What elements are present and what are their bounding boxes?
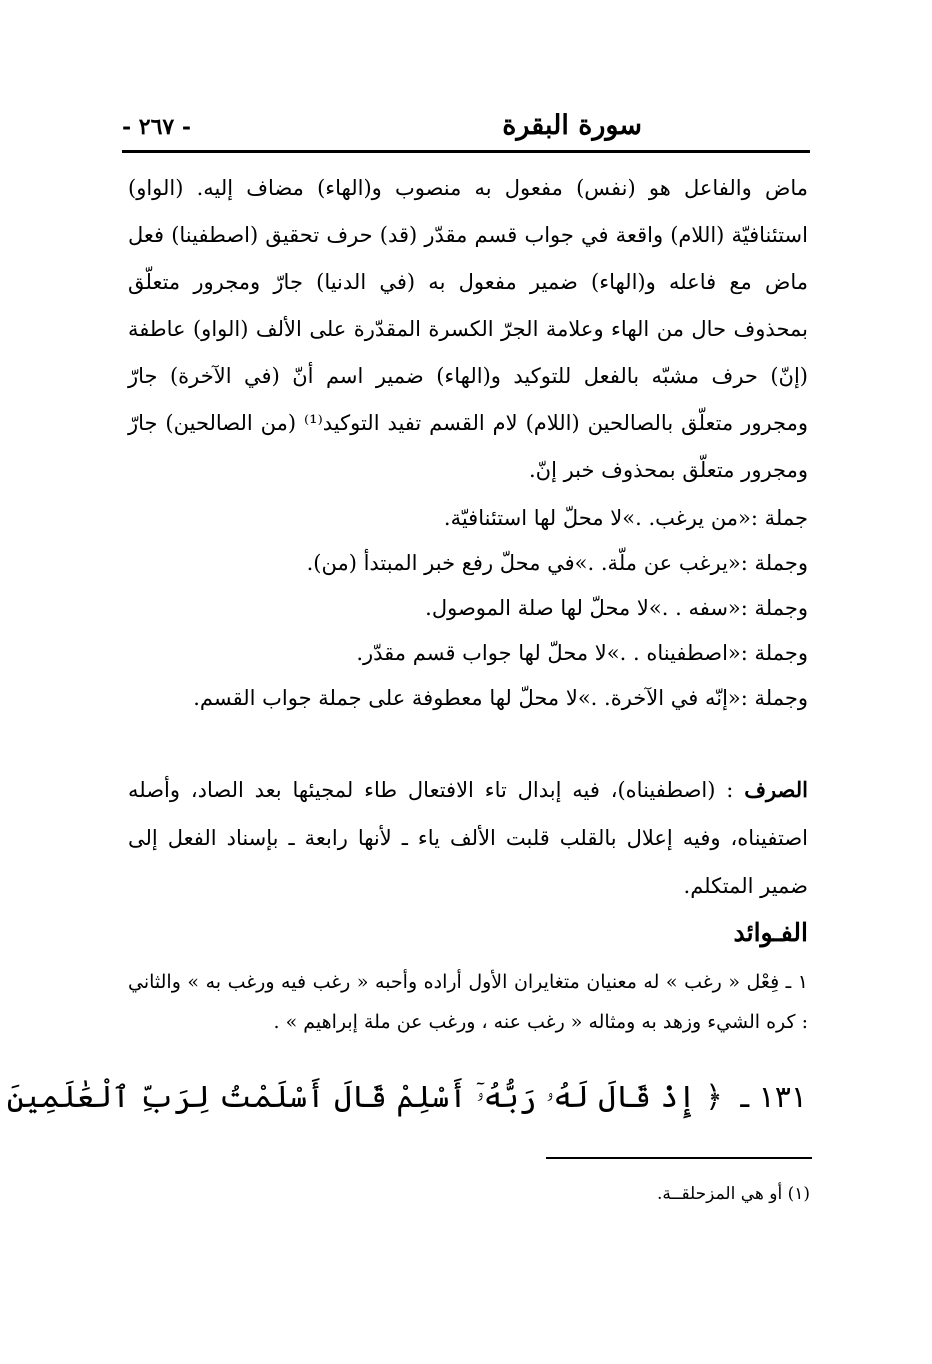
sentence-item: وجملة :«سفه . .»لا محلّ لها صلة الموصول.	[425, 596, 808, 620]
fawaid-text: ١ ـ فِعْل « رغب » له معنيان متغايران الأول أراده وأحبه « رغب فيه ورغب به » والثاني : كره الشيء وزهد به ومثاله « رغب عنه ، ورغب عن ملة إبراهيم » .	[128, 971, 808, 1033]
surah-title: سورة البقرة	[502, 110, 642, 141]
verse-number: ١٣١ ـ	[740, 1080, 807, 1115]
irab-paragraph: ماض والفاعل هو (نفس) مفعول به منصوب و(الهاء) مضاف إليه. (الواو) استئنافيّة (اللام) واقعة في جواب قسم مقدّر (قد) حرف تحقيق (اصطفينا) فعل ماض مع فاعله و(الهاء) ضمير مفعول به (في الدنيا) جارّ ومجرور متعلّق بمحذوف حال من الهاء وعلامة الجرّ الكسرة المقدّرة على الألف (الواو) عاطفة (إنّ) حرف مشبّه بالفعل للتوكيد و(الهاء) ضمير اسم أنّ (في الآخرة) جارّ ومجرور متعلّق بالصالحين (اللام) لام القسم تفيد التوكيد⁽¹⁾ (من الصالحين) جارّ ومجرور متعلّق بمحذوف خبر إنّ.	[128, 176, 808, 482]
sarf-label: الصرف	[744, 777, 808, 802]
sarf-text: : (اصطفيناه)، فيه إبدال تاء الافتعال طاء لمجيئها بعد الصاد، وأصله اصتفيناه، وفيه إعلال بالقلب قلبت الألف ياء ـ لأنها رابعة ـ بإسناد الفعل إلى ضمير المتكلم.	[128, 778, 808, 898]
sentence-item: جملة :«من يرغب. .»لا محلّ لها استئنافيّة.	[443, 506, 808, 530]
sentence-list	[128, 496, 808, 721]
sentence-item: وجملة :«إنّه في الآخرة. .»لا محلّ لها معطوفة على جملة جواب القسم.	[193, 686, 808, 710]
footnote-rule	[546, 1157, 812, 1159]
footnote: (١) أو هي المزحلقــة.	[656, 1184, 810, 1204]
sarf-paragraph	[128, 766, 808, 910]
sentence-item: وجملة :«يرغب عن ملّة. .»في محلّ رفع خبر المبتدأ (من).	[306, 551, 808, 575]
fawaid-heading: الفـوائد	[733, 918, 808, 947]
quran-verse	[7, 1080, 807, 1115]
sentence-item: وجملة :«اصطفيناه . .»لا محلّ لها جواب قسم مقدّر.	[356, 641, 808, 665]
header-rule	[122, 150, 810, 153]
page-number: - ٢٦٧ -	[122, 114, 192, 140]
verse-text: ﴿ إِذْ قَالَ لَهُۥ رَبُّهُۥٓ أَسْلِمْ قَالَ أَسْلَمْتُ لِرَبِّ ٱلْعَٰلَمِينَ	[6, 1080, 723, 1115]
